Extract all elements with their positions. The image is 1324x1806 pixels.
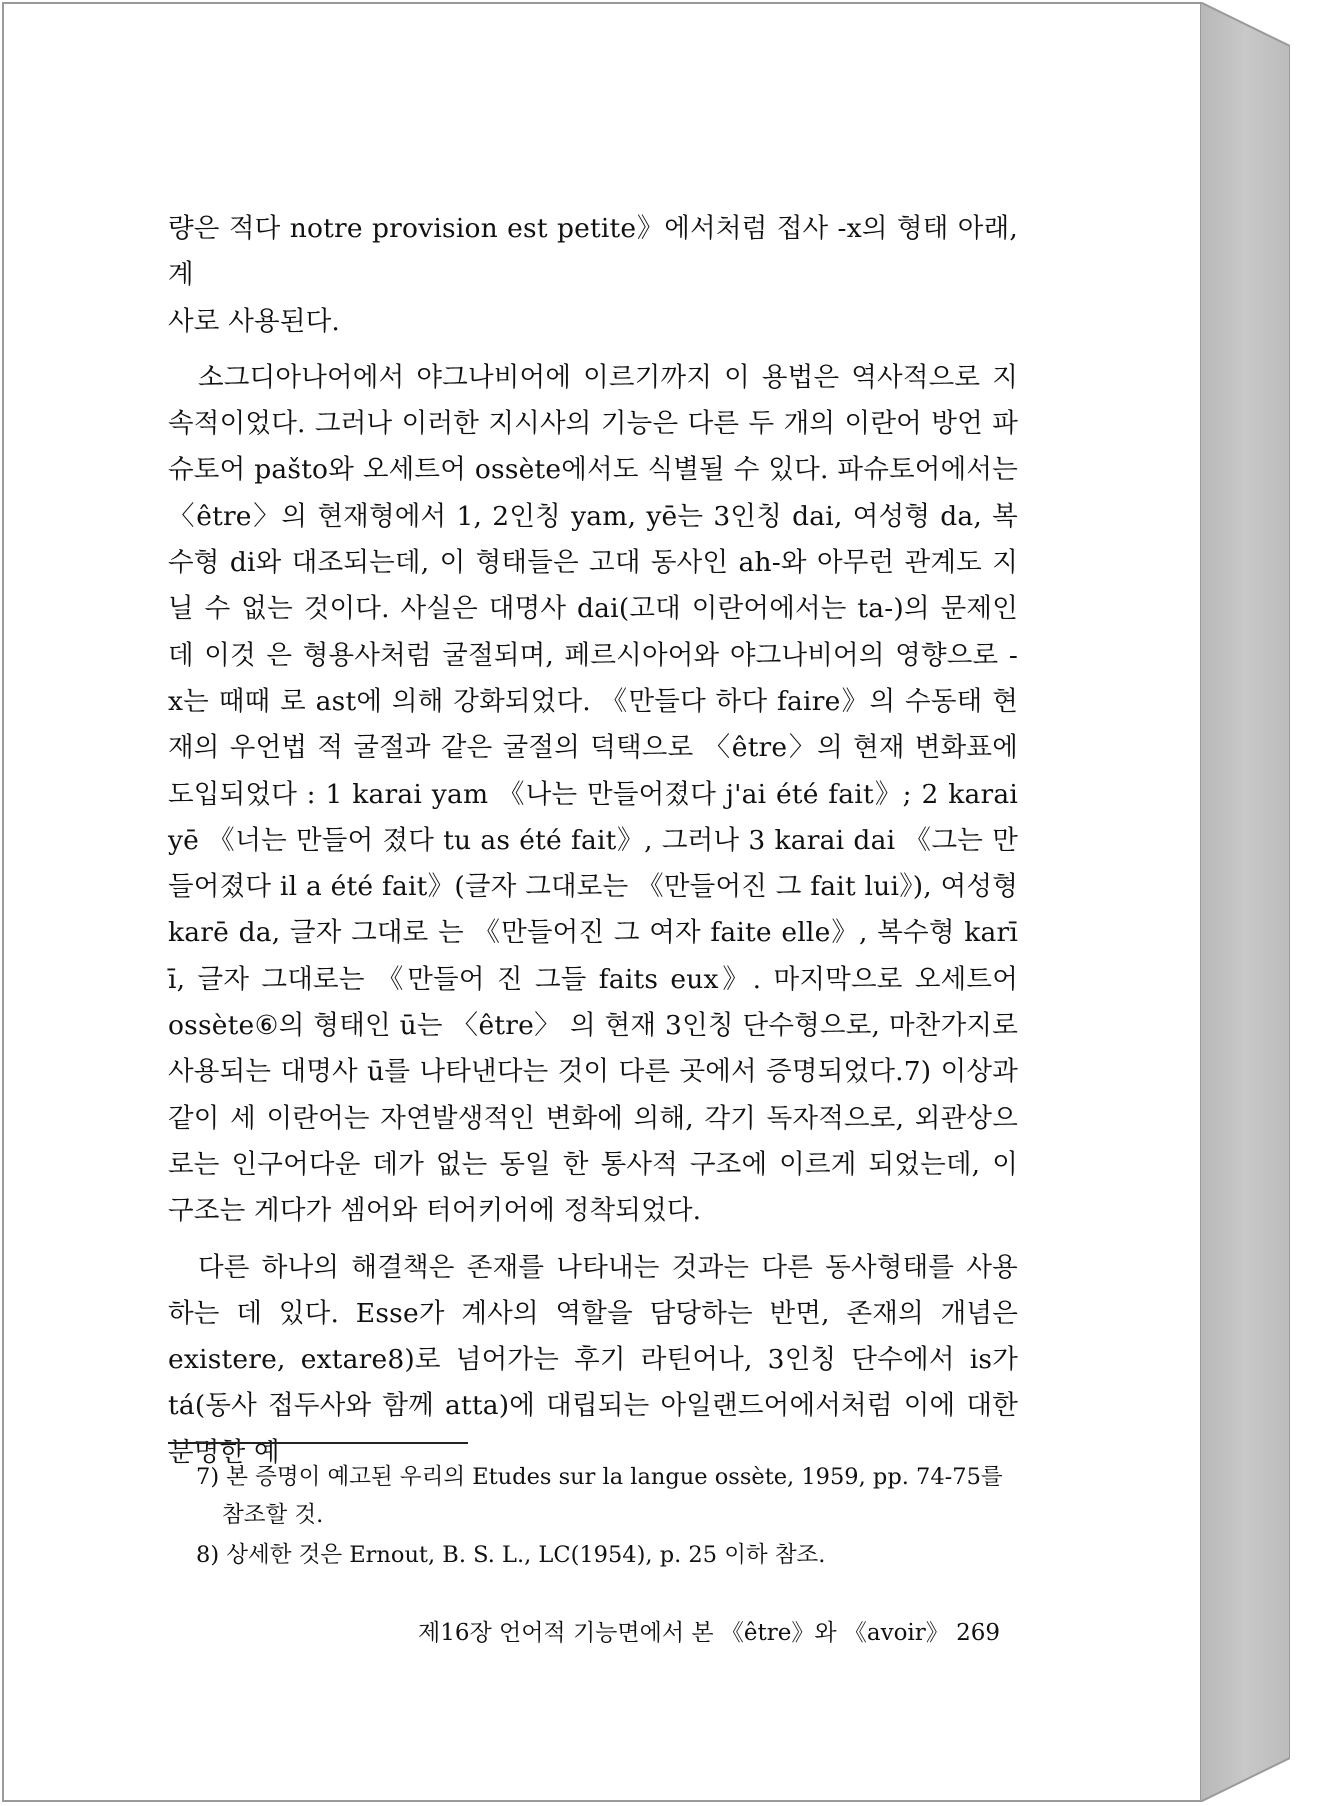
- text-line: 진 그들 faits eux》. 마지막으로 오세트어 ossète⑥의 형태인 ū는 〈être〉: [168, 963, 1019, 1042]
- paragraph-1: [168, 206, 1018, 345]
- text-line: 졌다 tu as été fait》, 그러나 3 karai dai 《그는 만들어졌다 il a été: [168, 824, 1018, 903]
- text-line: 사로 사용된다.: [168, 305, 341, 337]
- text-line: 소그디아나어에서 야그나비어에 이르기까지 이 용법은 역사적으로 지: [198, 361, 1018, 393]
- text-line: fait》(글자 그대로는 《만들어진 그 fait lui》), 여성형 karē da, 글자 그대로: [168, 871, 1018, 949]
- running-footer: 제16장 언어적 기능면에서 본 《être》와 《avoir》 269: [417, 1620, 1000, 1646]
- text-line: 변화에 의해, 각기 독자적으로, 외관상으로는 인구어다운 데가 없는 동일: [168, 1102, 1019, 1180]
- text-line: 는 《만들어진 그 여자 faite elle》, 복수형 karī ī, 글자 그대로는 《만들어: [168, 917, 1019, 995]
- body-text: [168, 206, 1018, 1476]
- text-line: 없는 것이다. 사실은 대명사 dai(고대 이란어에서는 ta-)의 문제인데 이것: [168, 593, 1018, 671]
- footnotes: [196, 1458, 1018, 1576]
- text-line: 은 형용사처럼 굴절되며, 페르시아어와 야그나비어의 영향으로 -x는 때때: [168, 639, 1018, 717]
- paragraph-2: [168, 355, 1018, 1235]
- footnote-7: 7) 본 증명이 예고된 우리의 Etudes sur la langue ossète, 1959, pp. 74-75를 참조할 것.: [196, 1464, 1003, 1528]
- text-line: 것이 다른 곳에서 증명되었다.7) 이상과 같이 세 이란어는 자연발생적인: [168, 1056, 1019, 1134]
- text-line: 접두사와 함께 atta)에 대립되는 아일랜드어에서처럼 이에 대한 분명한 예: [168, 1390, 1019, 1468]
- text-line: 다른 하나의 해결책은 존재를 나타내는 것과는 다른 동사형태를 사용: [198, 1251, 1018, 1283]
- text-line: 적 굴절과 같은 굴절의 덕택으로 〈être〉의 현재 변화표에 도입되었다 :: [168, 732, 1019, 810]
- text-line: 하는 데 있다. Esse가 계사의 역할을 담당하는 반면, 존재의 개념은: [168, 1297, 1018, 1329]
- text-line: 〈être〉의 현재형에서 1, 2인칭 yam, yē는 3인칭 dai, 여성형 da, 복수형: [168, 500, 1018, 579]
- text-line: 량은 적다 notre provision est petite》에서처럼 접사 -x의 형태 아래, 계: [168, 213, 1018, 291]
- text-line: di와 대조되는데, 이 형태들은 고대 동사인 ah-와 아무런 관계도 지닐 수: [168, 547, 1018, 625]
- text-line: 1 karai yam 《나는 만들어졌다 j'ai été fait》; 2 karai yē 《너는 만들어: [168, 778, 1019, 856]
- text-line: 파슈토어 pašto와 오세트어 ossète에서도 식별될 수 있다. 파슈토어에서는: [168, 408, 1019, 486]
- footnote-divider: [168, 1442, 468, 1444]
- text-line: 정착되었다.: [563, 1195, 702, 1227]
- footnote-8: 8) 상세한 것은 Ernout, B. S. L., LC(1954), p. 25 이하 참조.: [196, 1542, 826, 1568]
- text-line: 속적이었다. 그러나 이러한 지시사의 기능은 다른 두 개의 이란어 방언: [168, 408, 983, 440]
- text-line: existere, extare8)로 넘어가는 후기 라틴어나, 3인칭 단수에서 is가 tá(동사: [168, 1344, 1018, 1422]
- text-line: 한 통사적 구조에 이르게 되었는데, 이 구조는 게다가 셈어와 터어키어에: [168, 1148, 1018, 1227]
- page-edge-shading: [1200, 2, 1290, 1802]
- text-line: 의 현재 3인칭 단수형으로, 마찬가지로 사용되는 대명사 ū를 나타낸다는: [168, 1010, 1018, 1088]
- text-line: 로 ast에 의해 강화되었다. 《만들다 하다 faire》의 수동태 현재의 우언법: [168, 685, 1019, 764]
